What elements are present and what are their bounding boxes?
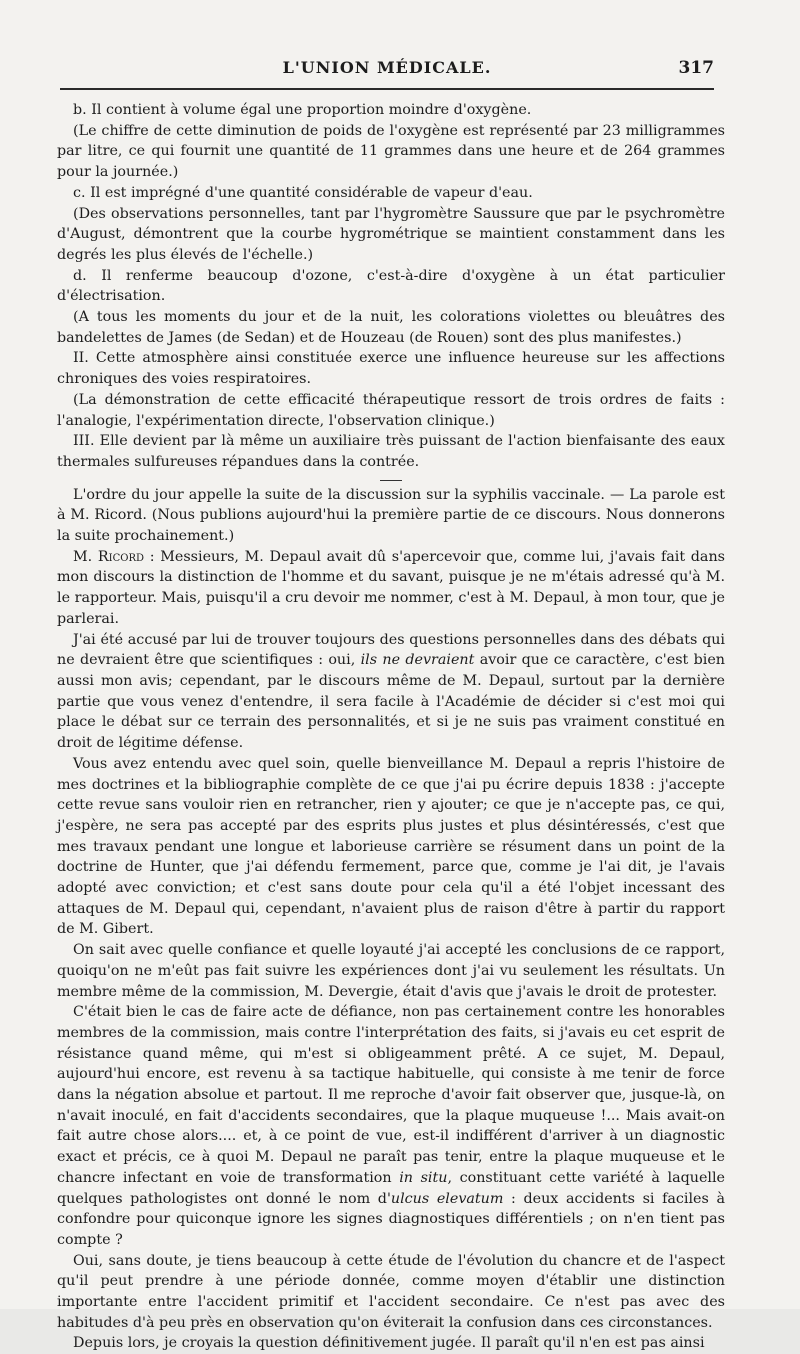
- point-c: c. Il est imprégné d'une quantité considérable de vapeur d'eau.: [73, 184, 533, 201]
- speech-paragraph: Vous avez entendu avec quel soin, quelle bienveillance M. Depaul a repris l'histoire de mes doctrines et la bibliographie complète de ce que j'ai pu écrire depuis 1838 : j'accepte cette revue sans vouloir rien en retrancher, rien y ajouter; ce que je n'accepte pas, ce qui, j'espère, ne sera pas accepté par des esprits plus justes et plus désintéressés, c'est que mes travaux pendant une longue et laborieuse carrière se résument dans un point de la doctrine de Hunter, que j'ai défendu fermement, parce que, comme je l'ai dit, je l'avais adopté avec conviction; et c'est sans doute pour cela qu'il a été l'objet incessant des attaques de M. Depaul qui, cependant, n'avaient plus de raison d'être à partir du rapport de M. Gibert.: [57, 755, 725, 938]
- speech-paragraph: M. Ricord : Messieurs, M. Depaul avait dû s'apercevoir que, comme lui, j'avais fait dans mon discours la distinction de l'homme et du savant, puisque je ne m'étais adressé qu'à M. le rapporteur. Mais, puisqu'il a cru devoir me nommer, c'est à M. Depaul, à mon tour, que je parlerai.: [57, 548, 725, 627]
- section-ii: II. Cette atmosphère ainsi constituée exerce une influence heureuse sur les affections chroniques des voies respiratoires.: [57, 350, 725, 388]
- article-body: [57, 100, 725, 1354]
- header-rule: [60, 88, 714, 90]
- running-title: L'UNION MÉDICALE.: [282, 58, 492, 77]
- speech-paragraph: On sait avec quelle confiance et quelle loyauté j'ai accepté les conclusions de ce rapport, quoiqu'on ne m'eût pas fait suivre les expériences dont j'ai vu seulement les résultats. Un membre même de la commission, M. Devergie, était d'avis que j'avais le droit de protester.: [57, 942, 725, 1000]
- point-c-note: (Des observations personnelles, tant par l'hygromètre Saussure que par le psychromètre d'August, démontrent que la courbe hygrométrique se maintient constamment dans les degrés les plus élevés de l'échelle.): [57, 205, 725, 263]
- speech-paragraph: J'ai été accusé par lui de trouver toujours des questions personnelles dans des débats qui ne devraient être que scientifiques : oui, ils ne devraient avoir que ce caractère, c'est bien aussi mon avis; cependant, par le discours même de M. Depaul, surtout par la dernière partie que vous venez d'entendre, il sera facile à l'Académie de décider si c'est moi qui place le débat sur ce terrain des personnalités, et si je ne suis pas vraiment constitué en droit de légitime défense.: [57, 631, 725, 752]
- section-iii: III. Elle devient par là même un auxiliaire très puissant de l'action bienfaisante des eaux thermales sulfureuses répandues dans la contrée.: [57, 433, 725, 470]
- section-ii-note: (La démonstration de cette efficacité thérapeutique ressort de trois ordres de faits : l'analogie, l'expérimentation directe, l'observation clinique.): [57, 391, 725, 429]
- page-header: [60, 58, 714, 90]
- section-separator: [380, 480, 402, 481]
- speech-paragraph: Oui, sans doute, je tiens beaucoup à cette étude de l'évolution du chancre et de l'aspect qu'il peut prendre à une période donnée, comme moyen d'établir une distinction importante entre l'accident primitif et l'accident secondaire. Ce n'est pas avec des habitudes d'à peu près en observation qu'on éviterait la confusion dans ces circonstances.: [57, 1252, 725, 1331]
- speech-paragraph: C'était bien le cas de faire acte de défiance, non pas certainement contre les honorables membres de la commission, mais contre l'interprétation des faits, si j'avais eu cet esprit de résistance quand même, qui m'est si obligeamment prêté. A ce sujet, M. Depaul, aujourd'hui encore, est revenu à sa tactique habituelle, qui consiste à me tenir de force dans la négation absolue et partout. Il me reproche d'avoir fait observer que, jusque-là, on n'avait inoculé, en fait d'accidents secondaires, que la plaque muqueuse !... Mais avait-on fait autre chose alors.... et, à ce point de vue, est-il indifférent d'arriver à un diagnostic exact et précis, ce à quoi M. Depaul ne paraît pas tenir, entre la plaque muqueuse et le chancre infectant en voie de transformation in situ, constituant cette variété à laquelle quelques pathologistes ont donné le nom d'ulcus elevatum : deux accidents si faciles à confondre pour quiconque ignore les signes diagnostiques différentiels ; on n'en tient pas compte ?: [57, 1004, 726, 1248]
- order-of-day: L'ordre du jour appelle la suite de la discussion sur la syphilis vaccinale. — La parole est à M. Ricord. (Nous publions aujourd'hui la première partie de ce discours. Nous donnerons la suite prochainement.): [57, 486, 725, 545]
- page-number: 317: [678, 58, 714, 78]
- point-d: d. Il renferme beaucoup d'ozone, c'est-à-dire d'oxygène à un état particulier d'électrisation.: [57, 267, 725, 305]
- point-b: b. Il contient à volume égal une proportion moindre d'oxygène.: [73, 102, 532, 118]
- speaker-name: M. Ricord :: [73, 548, 155, 565]
- point-b-note: (Le chiffre de cette diminution de poids de l'oxygène est représenté par 23 milligrammes par litre, ce qui fournit une quantité de 11 grammes dans une heure et de 264 grammes pour la journée.): [57, 122, 725, 181]
- emphasis: ils ne devraient: [360, 652, 475, 669]
- point-d-note: (A tous les moments du jour et de la nuit, les colorations violettes ou bleuâtres des bandelettes de James (de Sedan) et de Houzeau (de Rouen) sont des plus manifestes.): [57, 309, 725, 346]
- speech-paragraph: Depuis lors, je croyais la question définitivement jugée. Il paraît qu'il n'en est pas ainsi: [73, 1335, 705, 1352]
- latin-term: in situ: [399, 1169, 448, 1186]
- latin-term: ulcus elevatum: [390, 1190, 504, 1207]
